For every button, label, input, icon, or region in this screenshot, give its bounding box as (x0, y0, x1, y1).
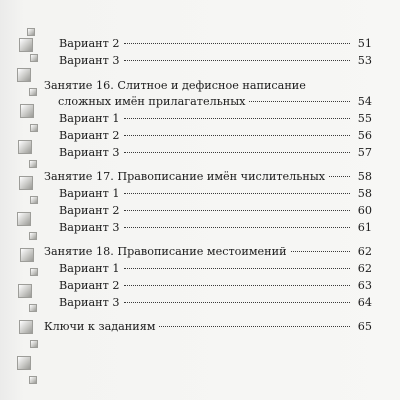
dot-leader (291, 251, 350, 252)
toc-entry (44, 295, 372, 312)
lesson-title: Занятие 17. Правописание имён числительных (44, 170, 326, 183)
decorative-square-icon (17, 68, 31, 82)
decorative-square-icon (18, 140, 32, 154)
decorative-square-icon (30, 196, 38, 204)
lesson-title-continued: сложных имён прилагательных (58, 95, 246, 108)
table-of-contents (44, 36, 372, 336)
toc-page-number: 53 (357, 54, 372, 67)
toc-entry (44, 36, 372, 53)
decorative-square-icon (29, 376, 37, 384)
toc-page-number: 54 (357, 95, 372, 108)
dot-leader (124, 227, 351, 228)
dot-leader (124, 285, 351, 286)
toc-page-number: 56 (357, 129, 372, 142)
toc-entry-label: Вариант 3 (59, 221, 120, 234)
decorative-square-icon (29, 88, 37, 96)
toc-entry-label: Вариант 2 (59, 279, 120, 292)
dot-leader (124, 60, 351, 61)
toc-entry-label: Ключи к заданиям (44, 320, 156, 333)
dot-leader (124, 152, 351, 153)
toc-entry (44, 186, 372, 203)
toc-entry (44, 203, 372, 220)
decorative-square-icon (19, 38, 33, 52)
decorative-square-icon (17, 356, 31, 370)
dot-leader (124, 193, 351, 194)
toc-entry (44, 94, 372, 111)
dot-leader (159, 326, 350, 327)
toc-entry-label: Вариант 2 (59, 37, 120, 50)
toc-entry (44, 261, 372, 278)
toc-entry-label: Вариант 1 (59, 262, 120, 275)
toc-entry (44, 53, 372, 70)
dot-leader (124, 210, 351, 211)
decorative-square-icon (29, 160, 37, 168)
toc-entry-label: Вариант 1 (59, 112, 120, 125)
decorative-square-icon (19, 320, 33, 334)
toc-entry-label: Вариант 3 (59, 146, 120, 159)
dot-leader (329, 176, 350, 177)
toc-lesson-18 (44, 244, 372, 261)
decorative-square-icon (29, 304, 37, 312)
toc-entry (44, 128, 372, 145)
decorative-square-icon (27, 28, 35, 36)
toc-page-number: 62 (357, 262, 372, 275)
dot-leader (249, 101, 350, 102)
decorative-square-column (17, 28, 45, 400)
toc-page-number: 63 (357, 279, 372, 292)
decorative-square-icon (30, 124, 38, 132)
toc-page-number: 57 (357, 146, 372, 159)
toc-page-number: 60 (357, 204, 372, 217)
decorative-square-icon (30, 340, 38, 348)
lesson-title: Занятие 16. Слитное и дефисное написание (44, 79, 306, 92)
dot-leader (124, 43, 351, 44)
toc-page-number: 64 (357, 296, 372, 309)
decorative-square-icon (20, 104, 34, 118)
toc-entry (44, 145, 372, 162)
toc-page-number: 65 (357, 320, 372, 333)
decorative-square-icon (29, 232, 37, 240)
toc-answers (44, 319, 372, 336)
decorative-square-icon (19, 176, 33, 190)
toc-entry (44, 220, 372, 237)
toc-entry (44, 111, 372, 128)
toc-page-number: 55 (357, 112, 372, 125)
toc-entry-label: Вариант 2 (59, 204, 120, 217)
toc-page-number: 58 (357, 170, 372, 183)
toc-lesson-17 (44, 169, 372, 186)
toc-entry (44, 278, 372, 295)
decorative-square-icon (30, 268, 38, 276)
lesson-title: Занятие 18. Правописание местоимений (44, 245, 287, 258)
dot-leader (124, 268, 351, 269)
decorative-square-icon (17, 212, 31, 226)
dot-leader (124, 302, 351, 303)
toc-page-number: 62 (357, 245, 372, 258)
decorative-square-icon (18, 284, 32, 298)
dot-leader (124, 118, 351, 119)
dot-leader (124, 135, 351, 136)
toc-entry-label: Вариант 3 (59, 54, 120, 67)
decorative-square-icon (30, 54, 38, 62)
decorative-square-icon (20, 248, 34, 262)
toc-page-number: 61 (357, 221, 372, 234)
toc-page-number: 51 (357, 37, 372, 50)
toc-entry-label: Вариант 2 (59, 129, 120, 142)
toc-entry-label: Вариант 3 (59, 296, 120, 309)
toc-lesson-16 (44, 78, 372, 162)
toc-page-number: 58 (357, 187, 372, 200)
toc-entry-label: Вариант 1 (59, 187, 120, 200)
